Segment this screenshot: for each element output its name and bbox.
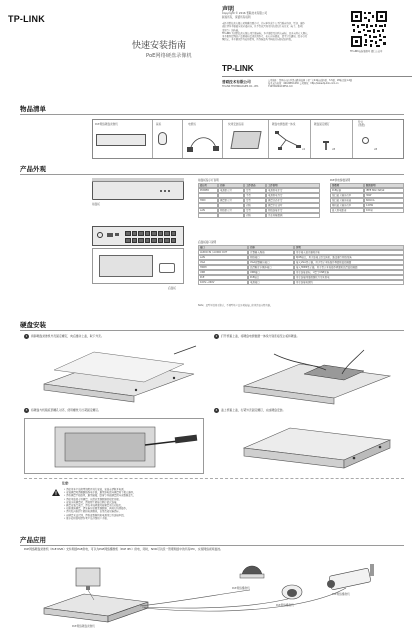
table-cell: 闪烁 — [244, 213, 266, 218]
power-cord-icon — [186, 130, 220, 158]
poe-port-icon — [171, 238, 177, 243]
table-cell: PoE — [198, 275, 248, 280]
hdd-led-icon — [164, 190, 166, 192]
vga-port-icon — [107, 233, 113, 237]
table-cell: RJ45接口，用于连接上联交换机、路由器等网络设备 — [294, 255, 404, 260]
table-cell: 电源接口 — [248, 280, 294, 285]
nvr-top-edge — [92, 178, 184, 182]
table-cell: 最大供电距离 — [330, 208, 364, 213]
table-cell: 用于连接网络摄像机并为其供电 — [294, 275, 404, 280]
note-item: • 如需更换硬盘，请先备份重要录像数据，再进行拆卸操作。 — [64, 507, 129, 511]
item-divider — [182, 120, 183, 158]
table-cell: IEEE 802.3af/at — [364, 188, 404, 193]
table-cell: 正在传输数据 — [266, 213, 320, 218]
package-item-label: PoE网络硬盘录像机 — [95, 123, 118, 126]
front-led-table — [198, 183, 320, 218]
poe-port-icon — [164, 231, 170, 236]
table-row — [330, 208, 404, 213]
table-cell: VGA视频输出接口 — [248, 260, 294, 265]
fan-icon — [97, 232, 103, 238]
application-desc: PoE网络硬盘录像机（PoE NVR）支持网络PoE供电，可以为PoE网络摄像机（PoE IPC）供电，同时，NVR可以统一管理网络中的所有IPC，实现网络视频监控。 — [24, 547, 223, 551]
poe-port-icon — [138, 231, 144, 236]
section-divider — [20, 114, 404, 115]
package-item-label: 垫片 (选配) — [358, 121, 366, 128]
camera-label: PoE网络摄像机 — [332, 593, 350, 596]
note-item: • 更多使用说明请参考产品详细用户手册。 — [64, 516, 110, 520]
table-cell: 电源指示灯 — [218, 188, 244, 193]
package-item-label: 鼠标 — [156, 123, 162, 126]
table-cell: 100V~240V — [198, 280, 248, 285]
company-name-en: TP-LINK TECHNOLOGIES CO., LTD. — [222, 85, 259, 88]
qr-caption: TP-LINK安防服务号 微信公众号 — [350, 50, 383, 53]
sata-cable-icon — [274, 130, 304, 158]
guide-title: 快速安装指南 — [132, 41, 187, 51]
nvr-rear-panel — [92, 226, 184, 246]
section-divider — [20, 545, 404, 546]
item-divider — [268, 120, 269, 158]
table-cell: 常亮 — [244, 188, 266, 193]
rear-table-note: Note：此型号仅用于演示，不同型号产品外观和接口位置请以实物为准。 — [198, 304, 273, 307]
table-cell: HDD — [198, 198, 218, 203]
step2-illustration — [214, 344, 404, 406]
table-cell: 高清晰度多媒体接口 — [248, 265, 294, 270]
table-cell: 网络连接正常 — [266, 208, 320, 213]
table-row — [198, 280, 404, 285]
package-item-label: 快速安装指南 — [228, 123, 244, 126]
rear-panel-caption: 后面板 — [168, 287, 176, 290]
table-cell: PoE接口 — [248, 275, 294, 280]
company-logo: TP-LINK — [222, 64, 254, 73]
table-cell — [198, 213, 218, 218]
poe-port-icon — [145, 238, 151, 243]
step-text: 打开机箱上盖，将硬盘电源数据一体线分别连接至主板和硬盘。 — [221, 334, 300, 338]
table-cell: 端口最大输出电流 — [330, 198, 364, 203]
statement-body — [222, 22, 344, 42]
company-divider — [222, 76, 412, 77]
table-row — [198, 213, 320, 218]
table-cell: HDMI — [198, 265, 248, 270]
note-item: • 请使用监控专用硬盘，以保证录像数据的稳定存储。 — [64, 497, 122, 501]
table-cell: 硬盘状态正常 — [266, 198, 320, 203]
item-divider — [152, 120, 153, 158]
rear-table-title: 后面板接口说明 — [198, 241, 217, 244]
package-item-label: 电源线 — [188, 123, 196, 126]
qr-code-icon — [350, 10, 388, 48]
package-item-qty: x2 — [302, 148, 306, 151]
note-item: • 安装多块硬盘时，请按照主板接口顺序依次连接。 — [64, 500, 119, 504]
table-cell: PoE标准 — [330, 188, 364, 193]
company-name: 普联技术有限公司 — [222, 80, 251, 84]
rights-line: 版权所有，保留所有权利 — [222, 16, 251, 19]
item-divider — [352, 120, 353, 158]
statement-line: 录制等）的传播。 — [222, 28, 241, 32]
step-number: 2 — [215, 334, 218, 338]
table-cell: LAN — [198, 255, 248, 260]
table-cell: 常亮 — [244, 208, 266, 213]
table-cell: 常亮 — [244, 198, 266, 203]
brand-logo: TP-LINK — [8, 14, 45, 24]
hdmi-port-icon — [115, 233, 119, 236]
note-item: • 请勿私自拆卸主板和电源模块，以免造成设备损坏。 — [64, 510, 122, 514]
table-cell: 120W — [364, 203, 404, 208]
screw-icon — [322, 136, 330, 155]
poe-port-icon — [158, 238, 164, 243]
nvr-device-icon — [96, 134, 146, 146]
table-cell: 音频输入/输出 — [248, 250, 294, 255]
package-item-label: 硬盘电源数据一体线 — [272, 123, 296, 126]
note-item: • 若硬盘无法识别，请检查数据线和电源线是否连接牢固。 — [64, 513, 126, 517]
nvr-label: PoE网络硬盘录像机 — [72, 625, 95, 628]
power-socket-icon — [159, 263, 175, 273]
warning-icon — [52, 481, 60, 488]
note-item: • 安装硬盘时请佩戴防静电手套，避免静电损坏硬盘和主板元器件。 — [64, 491, 136, 495]
power-led-icon — [160, 190, 162, 192]
section-title-package: 物品清单 — [20, 105, 46, 113]
table-cell: 闪烁 — [244, 203, 266, 208]
step-number: 1 — [25, 334, 28, 338]
table-cell: 用于连接鼠标、U盘等USB设备 — [294, 270, 404, 275]
table-cell: 用于连接电源线 — [294, 280, 404, 285]
table-cell: 电源供电异常 — [266, 193, 320, 198]
lan-led-icon — [168, 190, 170, 192]
step-text: 将硬盘与机箱底部螺孔对齐，使用螺丝刀拧紧固定螺钉。 — [31, 408, 101, 412]
item-divider — [222, 120, 223, 158]
section-divider — [20, 330, 404, 331]
poe-port-icon — [158, 231, 164, 236]
front-table-title: 前面板指示灯说明 — [198, 179, 219, 182]
section-divider — [20, 174, 404, 175]
table-header: 工作状态 — [244, 183, 266, 188]
poe-port-icon — [125, 231, 131, 236]
company-info-line: 7103502042 REV1.0.0 — [268, 85, 293, 89]
statement-line: 或转译本手册部分或全部内容，且不得以营利为目的进行任何方式（电子、影印、 — [222, 25, 305, 29]
table-cell: LAN — [198, 208, 218, 213]
rear-port-table — [198, 245, 404, 285]
table-header: 名称 — [248, 245, 294, 250]
item-divider — [310, 120, 311, 158]
note-item: • 硬盘安装完成后，请在本地界面对新硬盘进行初始化。 — [64, 504, 124, 508]
note-item: • 请使用本产品附带的配件进行安装，安装前请断开电源。 — [64, 488, 126, 491]
poe-port-icon — [138, 238, 144, 243]
section-title-appearance: 产品外观 — [20, 165, 46, 173]
table-cell: POWER — [198, 188, 218, 193]
poe-port-icon — [125, 238, 131, 243]
table-cell: 网络接口 — [248, 255, 294, 260]
table-header: 名称 — [218, 183, 244, 188]
poe-port-icon — [151, 231, 157, 236]
statement-title: 声明 — [222, 6, 235, 13]
table-cell: 接入HDMI显示器，用于显示本地操作界面和高清监控画面 — [294, 265, 404, 270]
table-header: 工作说明 — [266, 183, 320, 188]
poe-param-table — [330, 183, 404, 213]
company-info — [268, 79, 352, 89]
table-cell: 不亮 — [244, 193, 266, 198]
camera-label: PoE网络摄像机 — [276, 604, 294, 607]
mouse-icon — [158, 132, 167, 145]
company-info-line: 公司地址：深圳市南山区深南路科技园工业厂房24栋南段1层、3-5层、28栋北段1-4层 — [268, 79, 353, 82]
table-cell: AUDIO IN / AUDIO OUT — [198, 250, 248, 255]
table-header: 接口 — [198, 245, 248, 250]
notes-title: 注意： — [62, 481, 72, 485]
step4-illustration — [214, 418, 404, 474]
table-cell: 硬盘正在读写 — [266, 203, 320, 208]
package-item-qty: x8 — [332, 148, 336, 151]
table-cell: 网络指示灯 — [218, 208, 244, 213]
poe-port-icon — [132, 231, 138, 236]
camera-label: PoE网络摄像机 — [232, 587, 250, 590]
poe-port-icon — [132, 238, 138, 243]
table-cell: 端口最大输出功率 — [330, 193, 364, 198]
copyright-line: Copyright © 2016 普联技术有限公司 — [222, 12, 268, 15]
guide-booklet-icon — [230, 131, 261, 149]
step1-illustration — [24, 344, 204, 406]
table-cell: USB接口 — [248, 270, 294, 275]
table-header: 数值说明 — [364, 183, 404, 188]
table-header: 指示灯 — [198, 183, 218, 188]
table-cell: VGA — [198, 260, 248, 265]
side-table-title: PoE供电参数说明 — [330, 179, 351, 182]
table-cell: 电源供电正常 — [266, 188, 320, 193]
section-title-application: 产品应用 — [20, 536, 46, 544]
rear-detail-frame — [92, 248, 184, 284]
front-panel-caption: 前面板 — [92, 203, 100, 206]
company-info-line: 技术支持热线：400-8830-630 公司网址：http://www.tp-link.com.cn — [268, 82, 339, 86]
table-cell: 接入VGA显示器，用于显示本地操作界面和监控画面 — [294, 260, 404, 265]
statement-line: 本手册所提到的产品规格和资讯仅供参考，如有内容更新，恕不另行通知。除非有特 — [222, 35, 307, 39]
table-cell: 用于接入拾音器和音箱 — [294, 250, 404, 255]
step-number: 3 — [25, 408, 28, 412]
statement-line: TP-LINK 为普联技术有限公司注册商标。本手册提及的所有商标，由各自所有人拥有。 — [222, 31, 310, 35]
step-text: 拆卸硬盘录像机外壳固定螺钉，向后推动上盖，取下外壳。 — [31, 334, 104, 338]
washer-icon — [362, 137, 369, 144]
table-cell: 30W — [364, 193, 404, 198]
section-title-install: 硬盘安装 — [20, 321, 46, 329]
note-item: • 请将硬盘平稳放置，避免碰撞、跌落等导致硬盘损坏或数据丢失。 — [64, 494, 136, 498]
package-item-label: 硬盘固定螺钉 — [314, 123, 330, 126]
step3-illustration — [24, 418, 204, 474]
step-number: 4 — [215, 408, 218, 412]
table-cell: 100米 — [364, 208, 404, 213]
poe-port-icon — [164, 238, 170, 243]
package-item-qty: x8 — [374, 148, 378, 151]
table-cell: USB — [198, 270, 248, 275]
step-text: 盖上机箱上盖，拧紧外壳固定螺钉，完成硬盘安装。 — [221, 408, 286, 412]
notes-list — [64, 488, 136, 520]
table-cell: 硬盘指示灯 — [218, 198, 244, 203]
table-header: 说明 — [294, 245, 404, 250]
table-cell: 整机最大输出功率 — [330, 203, 364, 208]
table-cell — [218, 213, 244, 218]
poe-port-icon — [171, 231, 177, 236]
statement-line: 未经普联技术有限公司明确书面许可，任何单位或个人不得擅自仿制、复制、誊抄 — [222, 22, 305, 25]
poe-port-icon — [145, 231, 151, 236]
guide-subtitle: PoE网络硬盘录像机 — [146, 53, 192, 59]
table-header: 参数项 — [330, 183, 364, 188]
statement-line: 殊约定，本手册仅作为使用指导，所作陈述均不构成任何形式的担保。 — [222, 38, 294, 42]
poe-port-icon — [151, 238, 157, 243]
rear-detail-zoom — [99, 255, 153, 277]
table-cell: 600mA — [364, 198, 404, 203]
